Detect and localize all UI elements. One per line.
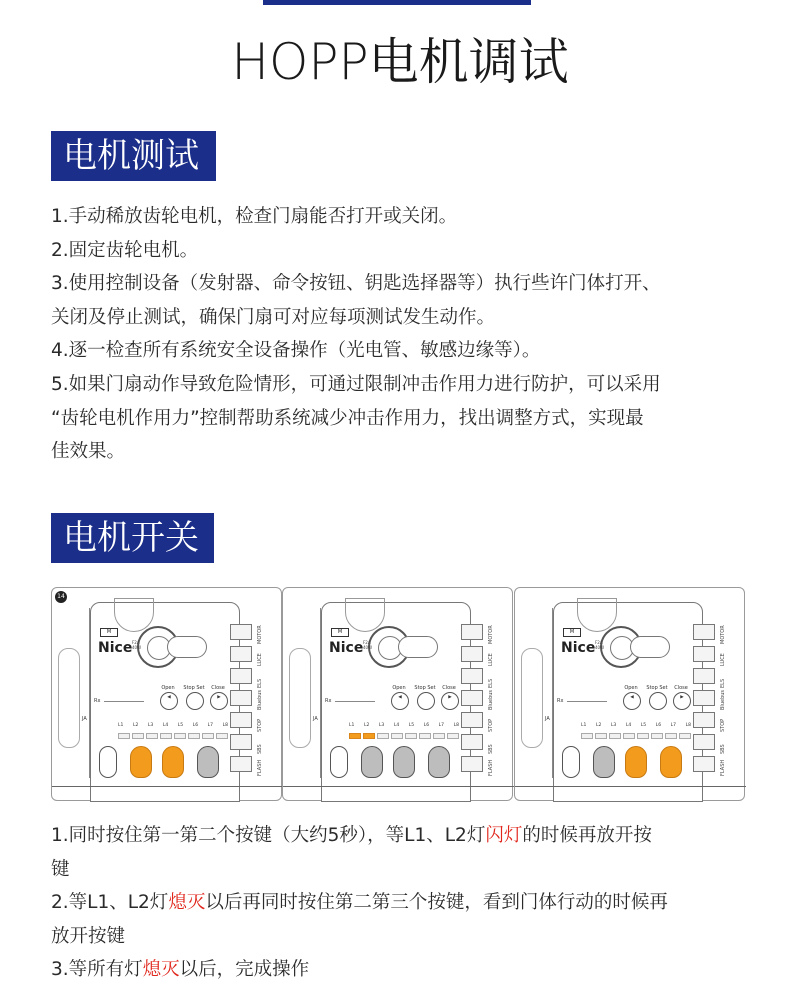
board-button-label: Stop Set (414, 685, 436, 691)
connector-label: STOP (488, 718, 494, 732)
housing-stripe (289, 648, 311, 748)
led-label: L1 (349, 723, 355, 728)
programming-key (130, 746, 152, 778)
ja-label: JA (545, 716, 550, 722)
led-label: L4 (162, 723, 169, 728)
model-label (363, 640, 372, 650)
led-row (581, 733, 691, 741)
board-button (417, 692, 435, 710)
panel-baseline (283, 786, 514, 787)
board-panel (51, 587, 282, 801)
instruction-text: 以后，完成操作 (179, 959, 310, 981)
programming-key (625, 746, 647, 778)
led-label: L4 (393, 723, 400, 728)
connector-label: ELS (257, 678, 263, 688)
connector-label: ELS (720, 678, 726, 688)
led-label: L2 (132, 723, 139, 728)
led-row (118, 733, 228, 741)
board-button: ▶ (441, 692, 459, 710)
rx-label: Rx (325, 698, 332, 704)
led-indicator (202, 733, 214, 739)
led-indicator (160, 733, 172, 739)
led-label: L5 (408, 723, 415, 728)
board-button-label: Close (211, 685, 225, 691)
programming-key (660, 746, 682, 778)
board-button-label: Open (624, 685, 638, 691)
brand-logo: Nice (98, 640, 133, 656)
led-indicator (665, 733, 677, 739)
terminal-connector (230, 712, 252, 728)
connector-strip (461, 624, 485, 784)
led-label: L5 (177, 723, 184, 728)
led-label: L7 (670, 723, 676, 728)
model-code: F2A (595, 640, 603, 645)
led-indicator (363, 733, 375, 739)
board-panel (282, 587, 513, 801)
led-indicator (132, 733, 144, 739)
rx-label: Rx (557, 698, 564, 704)
terminal-connector (693, 734, 715, 750)
board-button-label: Open (392, 685, 406, 691)
receiver-slot (167, 636, 207, 658)
terminal-connector (461, 668, 483, 684)
jumper-key (562, 746, 580, 778)
terminal-connector (693, 712, 715, 728)
led-indicator (419, 733, 431, 739)
terminal-connector (693, 646, 715, 662)
programming-key (197, 746, 219, 778)
rx-leader-line (104, 701, 144, 702)
connector-label: MOTOR (488, 625, 494, 644)
section-heading-motor-test: 电机测试 (51, 131, 216, 181)
led-label: L6 (192, 723, 199, 728)
led-indicator (349, 733, 361, 739)
rx-label: Rx (94, 698, 101, 704)
instruction-line (51, 953, 761, 987)
led-label: L2 (595, 723, 602, 728)
connector-label: ELS (488, 678, 494, 688)
terminal-connector (693, 756, 715, 772)
instruction-text: 2.等L1、L2灯 (51, 892, 169, 914)
led-indicator (405, 733, 417, 739)
terminal-connector (461, 646, 483, 662)
text-line: 4.逐一检查所有系统安全设备操作（光电管、敏感边缘等）。 (51, 340, 541, 362)
terminal-connector (230, 734, 252, 750)
programming-key (393, 746, 415, 778)
text-line: 3.使用控制设备（发射器、命令按钮、钥匙选择器等）执行些许门体打开、 (51, 273, 661, 295)
led-labels (349, 723, 459, 728)
connector-label: Bluebus (488, 689, 494, 710)
board-button (649, 692, 667, 710)
text-line: 关闭及停止测试，确保门扇可对应每项测试发生动作。 (51, 306, 496, 328)
motor-switch-instructions (51, 819, 761, 987)
highlight-text: 闪灯 (485, 825, 523, 846)
led-indicator (216, 733, 228, 739)
connector-label: LUCE (720, 653, 726, 666)
connector-label: SBS (720, 744, 726, 754)
board-button: ▶ (210, 692, 228, 710)
model-power: 40W (595, 645, 605, 650)
rx-leader-line (567, 701, 607, 702)
terminal-connector (461, 690, 483, 706)
terminal-connector (461, 756, 483, 772)
jumper-key (330, 746, 348, 778)
ja-label: JA (313, 716, 318, 722)
board-button: ▶ (673, 692, 691, 710)
led-indicator (391, 733, 403, 739)
instruction-line (51, 819, 761, 853)
board-button (186, 692, 204, 710)
led-label: L3 (610, 723, 617, 728)
highlight-text: 熄灭 (142, 959, 180, 981)
connector-label: FLASH (720, 759, 726, 776)
panel-baseline (52, 786, 283, 787)
text-line: 2.固定齿轮电机。 (51, 239, 199, 261)
text-line: 1.手动稀放齿轮电机，检查门扇能否打开或关闭。 (51, 206, 458, 227)
connector-label: LUCE (488, 653, 494, 666)
board-button-label: Stop Set (183, 685, 205, 691)
led-indicator (651, 733, 663, 739)
connector-label: MOTOR (257, 625, 263, 644)
terminal-connector (230, 690, 252, 706)
instruction-text: 1.同时按住第一第二个按键（大约5秒），等L1、L2灯 (51, 825, 486, 846)
terminal-connector (461, 712, 483, 728)
model-code: F2A (363, 640, 371, 645)
instruction-text: 的时候再放开按 (522, 825, 652, 846)
connector-label: LUCE (257, 653, 263, 666)
led-row (349, 733, 459, 741)
led-label: L3 (378, 723, 385, 728)
ja-label: JA (82, 716, 87, 722)
board-button-label: Open (161, 685, 175, 691)
led-label: L8 (685, 723, 691, 728)
connector-label: FLASH (257, 759, 263, 776)
led-label: L5 (640, 723, 647, 728)
led-label: L8 (222, 723, 228, 728)
terminal-connector (693, 690, 715, 706)
led-indicator (595, 733, 607, 739)
led-indicator (433, 733, 445, 739)
model-power: 40W (132, 645, 142, 650)
model-label (132, 640, 141, 650)
connector-strip (693, 624, 717, 784)
instruction-text: 以后再同时按住第二第三个按键，看到门体行动的时候再 (205, 892, 668, 914)
receiver-slot (398, 636, 438, 658)
led-indicator (146, 733, 158, 739)
board-left-housing (515, 608, 553, 778)
led-indicator (609, 733, 621, 739)
led-label: L7 (438, 723, 444, 728)
led-indicator (188, 733, 200, 739)
receiver-slot (630, 636, 670, 658)
programming-key (162, 746, 184, 778)
led-indicator (637, 733, 649, 739)
led-indicator (679, 733, 691, 739)
model-label (595, 640, 604, 650)
terminal-connector (693, 624, 715, 640)
connector-label: Bluebus (257, 689, 263, 710)
top-accent-bar (263, 0, 531, 5)
led-label: L4 (625, 723, 632, 728)
connector-label: SBS (257, 744, 263, 754)
terminal-connector (461, 734, 483, 750)
highlight-text: 熄灭 (168, 892, 206, 914)
motor-test-text (51, 200, 761, 469)
board-button: ◀ (160, 692, 178, 710)
connector-label: FLASH (488, 759, 494, 776)
led-label: L2 (363, 723, 370, 728)
brand-mark-icon: M (100, 628, 118, 637)
step-number-badge: 14 (55, 591, 67, 603)
housing-stripe (521, 648, 543, 748)
instruction-line: 放开按键 (51, 925, 126, 947)
led-labels (581, 723, 691, 728)
jumper-key (99, 746, 117, 778)
led-indicator (623, 733, 635, 739)
terminal-connector (230, 624, 252, 640)
model-power: 40W (363, 645, 373, 650)
led-indicator (118, 733, 130, 739)
panel-baseline (515, 786, 746, 787)
terminal-connector (230, 668, 252, 684)
terminal-connector (693, 668, 715, 684)
connector-label: SBS (488, 744, 494, 754)
page-title: HOPP电机调试 (231, 33, 569, 91)
brand-logo: Nice (561, 640, 596, 656)
led-label: L1 (581, 723, 587, 728)
brand-mark-icon: M (331, 628, 349, 637)
board-button-label: Close (442, 685, 456, 691)
board-button-label: Stop Set (646, 685, 668, 691)
terminal-connector (461, 624, 483, 640)
connector-label: MOTOR (720, 625, 726, 644)
board-button: ◀ (391, 692, 409, 710)
board-panel (514, 587, 745, 801)
instruction-text: 3.等所有灯 (51, 959, 143, 981)
text-line: 5.如果门扇动作导致危险情形，可通过限制冲击作用力进行防护，可以采用 (51, 373, 661, 395)
led-label: L7 (207, 723, 213, 728)
instruction-line (51, 886, 761, 920)
board-left-housing (283, 608, 321, 778)
board-left-housing (52, 608, 90, 778)
connector-label: STOP (257, 718, 263, 732)
brand-logo: Nice (329, 640, 364, 656)
text-line: 佳效果。 (51, 441, 126, 463)
terminal-connector (230, 756, 252, 772)
brand-mark-icon: M (563, 628, 581, 637)
led-label: L1 (118, 723, 124, 728)
programming-key (428, 746, 450, 778)
led-label: L6 (655, 723, 662, 728)
led-labels (118, 723, 228, 728)
connector-label: STOP (720, 718, 726, 732)
led-indicator (447, 733, 459, 739)
led-label: L8 (453, 723, 459, 728)
led-indicator (581, 733, 593, 739)
section-heading-motor-switch: 电机开关 (51, 513, 214, 563)
board-button: ◀ (623, 692, 641, 710)
connector-strip (230, 624, 254, 784)
control-board-illustrations (51, 587, 745, 801)
text-line: “齿轮电机作用力”控制帮助系统减少冲击作用力，找出调整方式，实现最 (51, 407, 644, 429)
led-label: L3 (147, 723, 154, 728)
housing-stripe (58, 648, 80, 748)
rx-leader-line (335, 701, 375, 702)
led-indicator (174, 733, 186, 739)
terminal-connector (230, 646, 252, 662)
programming-key (593, 746, 615, 778)
connector-label: Bluebus (720, 689, 726, 710)
programming-key (361, 746, 383, 778)
led-indicator (377, 733, 389, 739)
board-button-label: Close (674, 685, 688, 691)
instruction-line: 键 (51, 858, 70, 880)
led-label: L6 (423, 723, 430, 728)
model-code: F2A (132, 640, 140, 645)
